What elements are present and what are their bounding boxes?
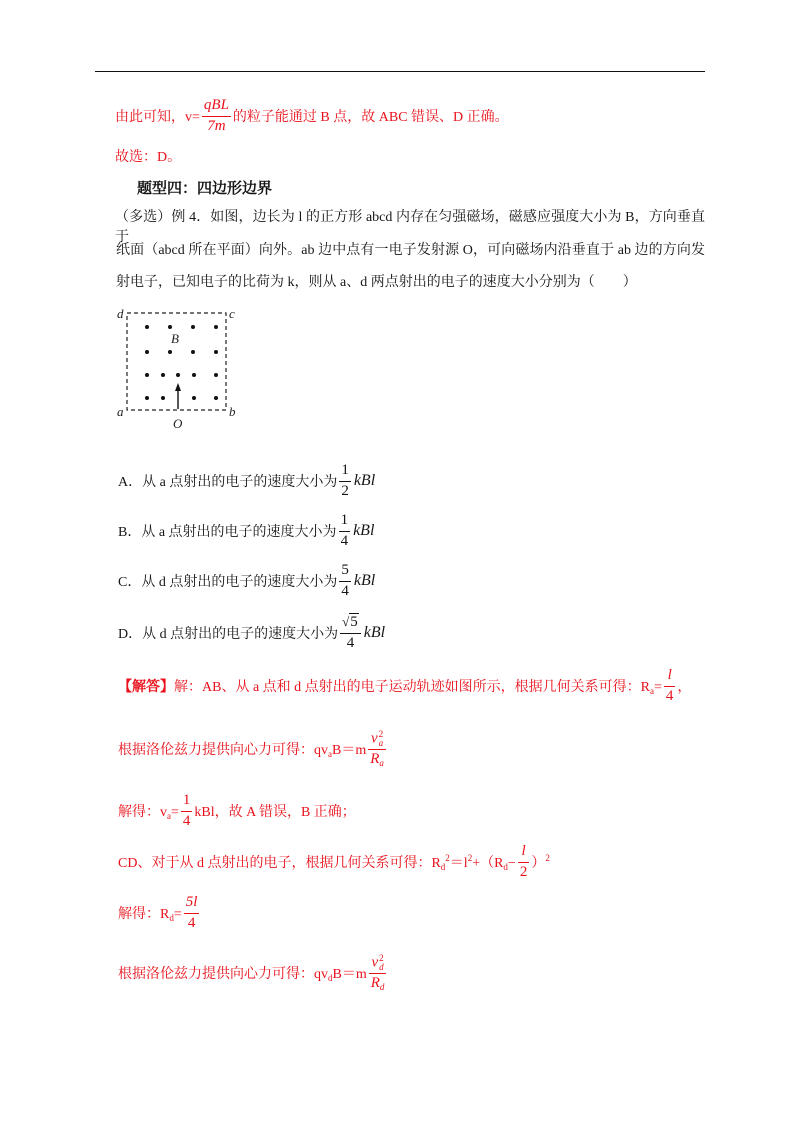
question-line-2: 纸面（abcd 所在平面）向外。ab 边中点有一电子发射源 O，可向磁场内沿垂直于 ab 边的方向发 bbox=[116, 243, 705, 258]
solution-text: 解得：v bbox=[118, 805, 167, 820]
fraction-numerator: qBL bbox=[202, 97, 231, 116]
option-b bbox=[118, 511, 374, 551]
field-dot bbox=[168, 325, 172, 329]
field-dot bbox=[161, 396, 165, 400]
field-dot bbox=[145, 325, 149, 329]
field-dot bbox=[168, 350, 172, 354]
subscript: a bbox=[167, 811, 171, 821]
solution-mid: ＝l bbox=[449, 856, 468, 871]
option-a bbox=[118, 461, 375, 501]
solution-mid: +（R bbox=[472, 856, 504, 871]
fraction-numerator bbox=[369, 954, 387, 974]
subscript: d bbox=[440, 862, 446, 872]
fraction-numerator: 1 bbox=[339, 462, 351, 481]
solution-line-1 bbox=[118, 666, 691, 706]
superscript: 2 bbox=[379, 952, 384, 963]
half-side-fraction bbox=[518, 843, 530, 881]
conclusion-prefix: 由此可知，v= bbox=[115, 110, 200, 125]
solution-line-4-close bbox=[531, 852, 550, 872]
option-b-text: B．从 a 点射出的电子的速度大小为 bbox=[118, 525, 337, 540]
equals-sign: = bbox=[171, 805, 179, 820]
fraction-denominator: 2 bbox=[519, 863, 528, 880]
radical-sign-icon: √ bbox=[342, 614, 350, 630]
fraction-numerator bbox=[368, 730, 386, 750]
conclusion-line bbox=[115, 97, 509, 135]
corner-label-c: c bbox=[229, 306, 235, 321]
equals-sign: = bbox=[173, 907, 182, 922]
question-line-1: （多选）例 4．如图，边长为 l 的正方形 abcd 内存在匀强磁场，磁感应强度大小为 B，方向垂直于 bbox=[115, 210, 705, 245]
velocity-var: v bbox=[370, 730, 378, 747]
solution-line-2 bbox=[118, 726, 388, 772]
centripetal-fraction-d bbox=[369, 954, 387, 992]
solution-text: 根据洛伦兹力提供向心力可得：qv bbox=[118, 967, 328, 982]
option-d-expression: kBl bbox=[363, 624, 386, 641]
fraction-numerator: 5l bbox=[184, 894, 200, 913]
sup-sub-stack bbox=[379, 730, 384, 748]
field-dot bbox=[214, 325, 218, 329]
fraction-denominator: 4 bbox=[182, 812, 191, 829]
superscript: 2 bbox=[545, 853, 550, 863]
field-dot bbox=[192, 396, 196, 400]
radicand: 5 bbox=[350, 614, 358, 631]
field-dot bbox=[192, 373, 196, 377]
solution-line-6 bbox=[118, 950, 388, 996]
option-b-expression: kBl bbox=[353, 522, 375, 539]
minus-sign: − bbox=[507, 856, 516, 871]
velocity-var: v bbox=[371, 954, 379, 971]
solution-tail: ， bbox=[677, 680, 692, 695]
field-dot bbox=[145, 350, 149, 354]
subscript: a bbox=[650, 686, 654, 696]
field-dot bbox=[214, 350, 218, 354]
solution-line-5-text bbox=[118, 903, 182, 923]
sup-sub-stack bbox=[379, 954, 384, 972]
velocity-a-fraction bbox=[181, 792, 193, 830]
subscript: d bbox=[169, 913, 174, 923]
subscript: d bbox=[379, 961, 384, 972]
solution-line-4 bbox=[118, 842, 550, 882]
corner-label-b: b bbox=[229, 404, 236, 419]
solution-line-6-text bbox=[118, 963, 367, 983]
solution-line-1-text bbox=[118, 676, 662, 696]
fraction-denominator: 2 bbox=[341, 482, 349, 499]
arrow-head-icon bbox=[175, 383, 181, 391]
superscript: 2 bbox=[445, 853, 450, 863]
fraction-numerator: 1 bbox=[181, 792, 193, 811]
fraction-denominator: 4 bbox=[187, 914, 196, 931]
conclusion-fraction bbox=[202, 97, 231, 135]
field-dot bbox=[176, 373, 180, 377]
radius-a-fraction bbox=[664, 667, 676, 705]
superscript: 2 bbox=[467, 853, 473, 863]
option-c-expression: kBl bbox=[353, 572, 376, 589]
section-heading: 题型四：四边形边界 bbox=[137, 181, 273, 197]
magnetic-field-figure bbox=[110, 302, 242, 434]
fraction-denominator: 4 bbox=[346, 634, 355, 651]
subscript: d bbox=[503, 862, 508, 872]
solution-line-3 bbox=[118, 791, 356, 831]
fraction-numerator bbox=[340, 614, 361, 633]
fraction-denominator bbox=[368, 750, 386, 768]
solution-line-2-text bbox=[118, 739, 366, 759]
subscript: d bbox=[328, 973, 333, 983]
field-dot bbox=[191, 350, 195, 354]
corner-label-a: a bbox=[117, 404, 124, 419]
radius-d-fraction bbox=[184, 894, 200, 932]
field-dot bbox=[214, 373, 218, 377]
option-d-text: D．从 d 点射出的电子的速度大小为 bbox=[118, 627, 339, 642]
solution-mid: B＝m bbox=[332, 743, 367, 758]
fraction-denominator: 7m bbox=[207, 117, 226, 134]
subscript: a bbox=[328, 749, 332, 759]
solution-text: 解得：R bbox=[118, 907, 170, 922]
option-d-fraction bbox=[340, 614, 361, 652]
close-paren: ） bbox=[531, 856, 546, 871]
source-label: O bbox=[173, 416, 183, 431]
superscript: 2 bbox=[378, 728, 384, 739]
fraction-numerator: 1 bbox=[339, 512, 351, 531]
solution-text: CD、对于从 d 点射出的电子，根据几何关系可得：R bbox=[118, 856, 441, 871]
square-boundary bbox=[127, 313, 226, 410]
solution-line-3-text bbox=[118, 801, 179, 821]
field-dot bbox=[145, 373, 149, 377]
option-c-text: C．从 d 点射出的电子的速度大小为 bbox=[118, 575, 338, 590]
fraction-denominator: 4 bbox=[341, 582, 349, 599]
option-a-expression: kBl bbox=[353, 472, 376, 489]
solution-line-5 bbox=[118, 893, 201, 933]
final-answer: 故选：D。 bbox=[115, 150, 182, 165]
header-rule bbox=[95, 71, 705, 72]
option-c-fraction bbox=[339, 562, 351, 600]
field-label: B bbox=[171, 331, 179, 346]
radius-var: R bbox=[370, 974, 380, 991]
conclusion-suffix: 的粒子能通过 B 点，故 ABC 错误、D 正确。 bbox=[232, 110, 509, 125]
solution-line-4-text bbox=[118, 852, 516, 872]
fraction-numerator: 5 bbox=[339, 562, 351, 581]
subscript: d bbox=[379, 981, 385, 992]
solution-mid: B＝m bbox=[332, 967, 367, 982]
fraction-denominator: 4 bbox=[665, 687, 674, 704]
fraction-numerator: l bbox=[518, 843, 530, 862]
field-dot bbox=[161, 373, 165, 377]
subscript: a bbox=[378, 737, 384, 748]
field-dot bbox=[214, 396, 218, 400]
field-dot bbox=[191, 325, 195, 329]
answer-tag: 【解答】 bbox=[118, 680, 174, 695]
option-a-text: A．从 a 点射出的电子的速度大小为 bbox=[118, 475, 338, 490]
question-line-3: 射电子，已知电子的比荷为 k，则从 a、d 两点射出的电子的速度大小分别为（ ） bbox=[116, 275, 637, 290]
field-dot bbox=[145, 396, 149, 400]
corner-label-d: d bbox=[117, 306, 124, 321]
equals-sign: = bbox=[654, 680, 662, 695]
fraction-denominator bbox=[369, 974, 387, 992]
solution-tail: kBl，故 A 错误，B 正确； bbox=[194, 805, 356, 820]
centripetal-fraction-a bbox=[368, 730, 386, 768]
solution-text: 解：AB、从 a 点和 d 点射出的电子运动轨迹如图所示，根据几何关系可得：R bbox=[174, 680, 650, 695]
radius-var: R bbox=[370, 750, 380, 767]
option-a-fraction bbox=[339, 462, 351, 500]
subscript: a bbox=[379, 757, 384, 768]
option-b-fraction bbox=[339, 512, 351, 550]
option-c bbox=[118, 561, 375, 601]
fraction-denominator: 4 bbox=[340, 532, 349, 549]
option-d bbox=[118, 612, 385, 654]
field-dots bbox=[145, 325, 218, 400]
solution-text: 根据洛伦兹力提供向心力可得：qv bbox=[118, 743, 328, 758]
fraction-numerator: l bbox=[664, 667, 676, 686]
